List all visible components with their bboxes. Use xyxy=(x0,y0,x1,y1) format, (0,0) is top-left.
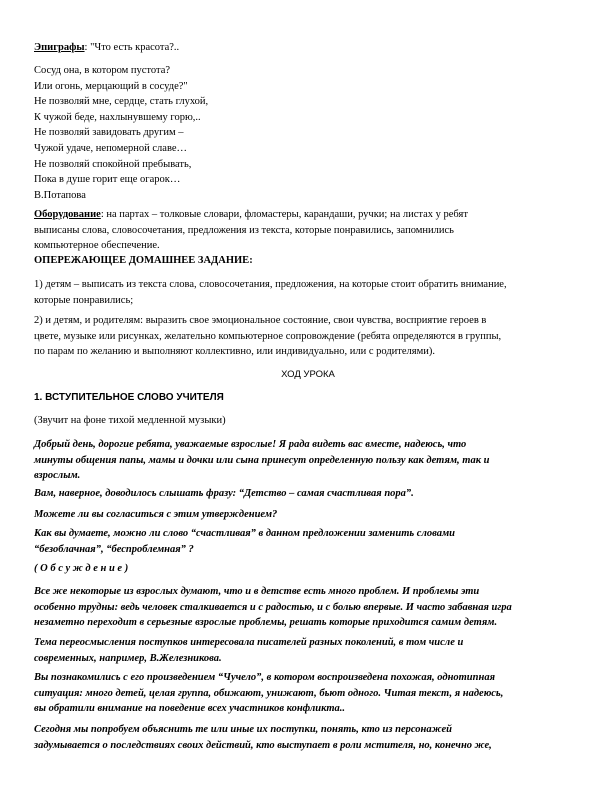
music-note: (Звучит на фоне тихой медленной музыки) xyxy=(34,415,226,426)
lesson-paragraph-8 xyxy=(34,722,582,753)
homework-text: которые понравились; xyxy=(34,294,134,306)
paragraph-line: взрослым. xyxy=(34,470,81,482)
paragraph-line: современных, например, В.Железникова. xyxy=(34,652,222,664)
paragraph-line: Сегодня мы попробуем объяснить те или иные их поступки, понять, кто из персонажей xyxy=(34,724,452,735)
poem-line: Чужой удаче, непомерной славе… xyxy=(34,142,188,154)
lesson-paragraph-3 xyxy=(34,507,582,523)
homework-text: 2) и детям, и родителям: выразить свое эмоциональное состояние, свои чувства, восприятие героев в xyxy=(34,315,487,326)
homework-item-1 xyxy=(34,277,582,308)
paragraph-line: “безоблачная”, “беспроблемная” ? xyxy=(34,543,194,555)
homework-text: 1) детям – выписать из текста слова, словосочетания, предложения, на которые стоит обратить внимание, xyxy=(34,279,507,290)
homework-item-2 xyxy=(34,313,582,360)
homework-title: ОПЕРЕЖАЮЩЕЕ ДОМАШНЕЕ ЗАДАНИЕ: xyxy=(34,255,253,266)
equipment-text: : на партах – толковые словари, фломастеры, карандаши, ручки; на листах у ребят xyxy=(100,209,468,220)
homework-text: по парам по желанию и выполняют коллективно, или индивидуально, или с родителями). xyxy=(34,346,435,358)
lesson-paragraph-4 xyxy=(34,526,582,557)
poem-line: Или огонь, мерцающий в сосуде?" xyxy=(34,80,188,92)
equipment-paragraph xyxy=(34,207,582,254)
paragraph-line: вы обратили внимание на поведение всех участников конфликта.. xyxy=(34,703,346,715)
epigraph-title-rest: : "Что есть красота?.. xyxy=(84,42,180,53)
lesson-paragraph-7 xyxy=(34,670,582,717)
equipment-label: Оборудование xyxy=(34,209,101,220)
paragraph-line: задумывается о последствиях своих действий, кто выступает в роли мстителя, но, конечно же, xyxy=(34,739,492,751)
discussion-note: ( О б с у ж д е н и е ) xyxy=(34,563,129,574)
homework-text: цвете, музыке или рисунках, желательно компьютерное сопровождение (ребята определяются в группы, xyxy=(34,330,502,342)
section-heading: 1. ВСТУПИТЕЛЬНОЕ СЛОВО УЧИТЕЛЯ xyxy=(34,392,224,403)
lesson-title: ХОД УРОКА xyxy=(281,369,335,380)
epigraph-poem xyxy=(34,63,582,203)
epigraph-title xyxy=(34,40,582,56)
paragraph-line: Тема переосмысления поступков интересовала писателей разных поколений, в том числе и xyxy=(34,637,464,648)
paragraph-line: особенно трудны: ведь человек сталкивается и с радостью, и с болью впервые. И часто забавная игра xyxy=(34,601,512,613)
lesson-paragraph-1 xyxy=(34,437,582,484)
paragraph-line: Как вы думаете, можно ли слово “счастливая” в данном предложении заменить словами xyxy=(34,528,455,539)
poem-line: Сосуд она, в котором пустота? xyxy=(34,65,171,76)
poem-line: Не позволяй завидовать другим – xyxy=(34,127,184,139)
paragraph-line: незаметно переходит в серьезные взрослые проблемы, решать которые приходится самим детям. xyxy=(34,617,498,629)
lesson-paragraph-2 xyxy=(34,486,582,502)
paragraph-line: Можете ли вы согласиться с этим утверждением? xyxy=(34,509,278,520)
poem-line: К чужой беде, нахлынувшему горю,.. xyxy=(34,111,201,123)
equipment-text: компьютерное обеспечение. xyxy=(34,240,160,252)
epigraph-label: Эпиграфы xyxy=(34,42,85,53)
poem-line: Не позволяй спокойной пребывать, xyxy=(34,158,192,170)
paragraph-line: Вы познакомились с его произведением “Чучело”, в котором воспроизведена похожая, однотипная xyxy=(34,672,495,683)
lesson-paragraph-5 xyxy=(34,584,582,631)
poem-line: Не позволяй мне, сердце, стать глухой, xyxy=(34,96,209,108)
paragraph-line: минуты общения папы, мамы и дочки или сына принесут определенную пользу как детям, так и xyxy=(34,454,490,466)
paragraph-line: Все же некоторые из взрослых думают, что и в детстве есть много проблем. И проблемы эти xyxy=(34,586,480,597)
paragraph-line: Добрый день, дорогие ребята, уважаемые взрослые! Я рада видеть вас вместе, надеюсь, что xyxy=(34,439,467,450)
lesson-paragraph-6 xyxy=(34,635,582,666)
paragraph-line: Вам, наверное, доводилось слышать фразу: “Детство – самая счастливая пора”. xyxy=(34,488,414,499)
poem-author: В.Потапова xyxy=(34,189,86,201)
paragraph-line: ситуация: много детей, целая группа, обижают, унижают, бьют одного. Читая текст, я надеюсь, xyxy=(34,687,504,699)
equipment-text: выписаны слова, словосочетания, предложения из текста, которые понравились, запомнились xyxy=(34,224,454,236)
poem-line: Пока в душе горит еще огарок… xyxy=(34,174,181,186)
